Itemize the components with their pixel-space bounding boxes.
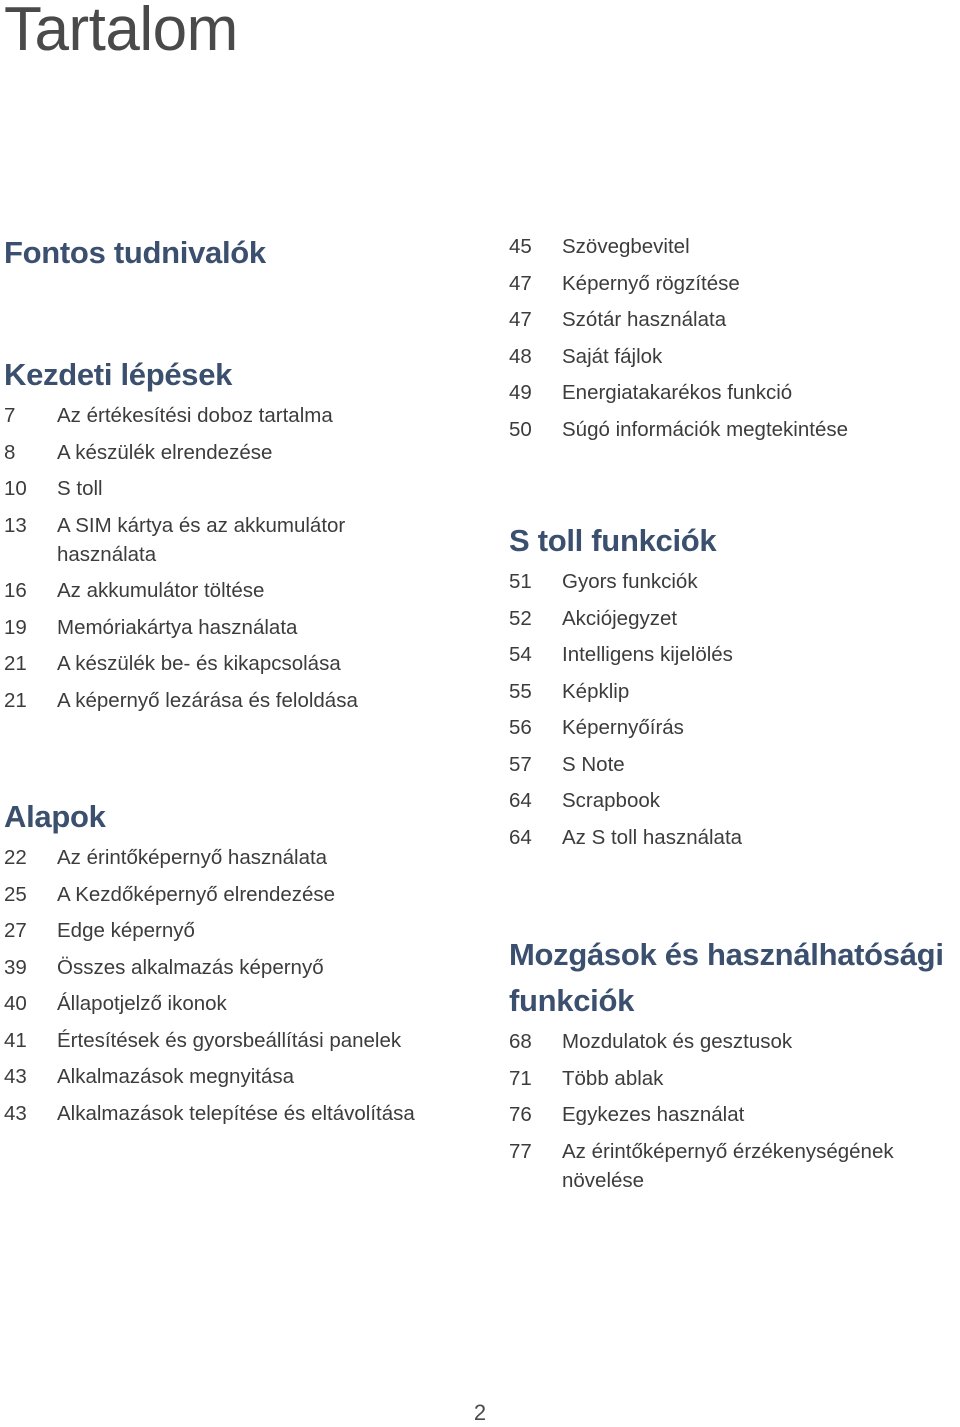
toc-entry[interactable] bbox=[509, 269, 960, 298]
toc-page-number: 77 bbox=[509, 1139, 532, 1163]
toc-page-number: 43 bbox=[4, 1101, 27, 1125]
toc-page-number: 52 bbox=[509, 606, 532, 630]
toc-page-number: 7 bbox=[4, 404, 16, 427]
toc-entry-title: A készülék be- és kikapcsolása bbox=[57, 652, 341, 675]
toc-entry-title: Alkalmazások telepítése és eltávolítása bbox=[57, 1101, 415, 1125]
page-title: Tartalom bbox=[4, 0, 238, 64]
toc-entry-title: Gyors funkciók bbox=[562, 570, 698, 593]
toc-page-number: 54 bbox=[509, 643, 532, 666]
toc-page-number: 41 bbox=[4, 1028, 27, 1052]
toc-page-number: 51 bbox=[509, 570, 532, 593]
toc-entry[interactable] bbox=[509, 713, 960, 742]
toc-section-s-toll-funkciok bbox=[509, 518, 960, 859]
toc-entry-title: Összes alkalmazás képernyő bbox=[57, 955, 324, 979]
toc-entry-title: S toll bbox=[57, 477, 103, 500]
toc-entry[interactable] bbox=[509, 1064, 960, 1093]
toc-entry[interactable] bbox=[4, 511, 424, 569]
toc-entry-title: Memóriakártya használata bbox=[57, 615, 298, 639]
toc-entry[interactable] bbox=[4, 1026, 474, 1055]
toc-entry-title: Intelligens kijelölés bbox=[562, 643, 733, 666]
toc-entry-title: Képernyő rögzítése bbox=[562, 271, 740, 295]
toc-entry[interactable] bbox=[509, 232, 960, 261]
toc-page-number: 57 bbox=[509, 752, 532, 776]
toc-entry-title: Több ablak bbox=[562, 1066, 664, 1090]
toc-entry-title: Szótár használata bbox=[562, 308, 727, 331]
toc-page-number: 64 bbox=[509, 825, 532, 849]
toc-page-number: 68 bbox=[509, 1030, 532, 1053]
toc-page-number: 27 bbox=[4, 919, 27, 942]
toc-page-number: 16 bbox=[4, 579, 27, 602]
toc-entry-title: Energiatakarékos funkció bbox=[562, 381, 793, 404]
toc-page-number: 64 bbox=[509, 789, 532, 812]
toc-list bbox=[4, 843, 474, 1128]
toc-entry-title: Képklip bbox=[562, 679, 630, 703]
toc-page-number: 47 bbox=[509, 308, 532, 331]
toc-entry-title: A SIM kártya és az akkumulátor használata bbox=[57, 513, 346, 566]
toc-entry-title: Mozdulatok és gesztusok bbox=[562, 1030, 793, 1053]
toc-entry[interactable] bbox=[4, 613, 474, 642]
toc-page-number: 10 bbox=[4, 477, 27, 500]
toc-entry[interactable] bbox=[509, 750, 960, 779]
toc-list bbox=[509, 232, 960, 444]
toc-page-number: 25 bbox=[4, 882, 27, 906]
toc-entry[interactable] bbox=[509, 378, 960, 407]
toc-entry-title: Szövegbevitel bbox=[562, 235, 690, 258]
page-number: 2 bbox=[473, 1400, 487, 1425]
toc-entry-title: A Kezdőképernyő elrendezése bbox=[57, 882, 336, 906]
toc-entry-title: Az érintőképernyő használata bbox=[57, 846, 328, 869]
toc-entry[interactable] bbox=[4, 401, 474, 430]
toc-entry[interactable] bbox=[509, 604, 960, 633]
toc-page-number: 22 bbox=[4, 846, 27, 869]
toc-entry-title: Képernyőírás bbox=[562, 716, 684, 739]
toc-entry-title: Állapotjelző ikonok bbox=[57, 992, 227, 1015]
section-title[interactable]: Alapok bbox=[4, 799, 106, 834]
toc-entry[interactable] bbox=[4, 989, 474, 1018]
toc-entry[interactable] bbox=[509, 1100, 960, 1129]
toc-entry[interactable] bbox=[509, 677, 960, 706]
toc-entry[interactable] bbox=[4, 880, 474, 909]
toc-list bbox=[4, 401, 474, 715]
toc-page-number: 47 bbox=[509, 271, 532, 295]
toc-entry[interactable] bbox=[509, 1137, 919, 1195]
toc-page-number: 48 bbox=[509, 344, 532, 368]
toc-entry-title: Az S toll használata bbox=[562, 825, 743, 849]
toc-page-number: 76 bbox=[509, 1103, 532, 1126]
toc-list bbox=[509, 1027, 960, 1195]
toc-entry[interactable] bbox=[509, 786, 960, 815]
toc-entry-title: Az akkumulátor töltése bbox=[57, 579, 265, 602]
toc-entry[interactable] bbox=[4, 474, 474, 503]
toc-section-alapok bbox=[4, 794, 474, 1135]
toc-entry[interactable] bbox=[4, 953, 474, 982]
toc-section-continued bbox=[509, 232, 960, 451]
toc-list bbox=[509, 567, 960, 852]
toc-page-number: 21 bbox=[4, 688, 27, 712]
toc-page-number: 13 bbox=[4, 513, 27, 537]
toc-entry[interactable] bbox=[4, 843, 474, 872]
toc-page-number: 43 bbox=[4, 1065, 27, 1088]
toc-section-kezdeti-lepesek bbox=[4, 352, 474, 722]
toc-entry[interactable] bbox=[4, 649, 474, 678]
toc-entry-title: A készülék elrendezése bbox=[57, 440, 273, 464]
toc-entry[interactable] bbox=[509, 415, 960, 444]
toc-page-number: 40 bbox=[4, 992, 27, 1015]
toc-entry[interactable] bbox=[509, 640, 960, 669]
section-title[interactable]: Kezdeti lépések bbox=[4, 357, 233, 392]
toc-page-number: 45 bbox=[509, 235, 532, 258]
section-title[interactable]: Mozgások és használhatósági funkciók bbox=[509, 937, 944, 1018]
section-title[interactable]: S toll funkciók bbox=[509, 523, 717, 558]
toc-entry-title: Scrapbook bbox=[562, 789, 661, 812]
toc-entry[interactable] bbox=[509, 342, 960, 371]
toc-entry[interactable] bbox=[4, 438, 474, 467]
toc-entry-title: Edge képernyő bbox=[57, 919, 195, 942]
toc-entry-title: S Note bbox=[562, 752, 625, 776]
toc-page-number: 39 bbox=[4, 955, 27, 979]
toc-page-number: 19 bbox=[4, 615, 27, 639]
toc-section-fontos-tudnivalok bbox=[4, 230, 474, 276]
toc-entry[interactable] bbox=[509, 567, 960, 596]
toc-entry[interactable] bbox=[4, 1062, 474, 1091]
toc-entry[interactable] bbox=[4, 576, 474, 605]
toc-entry-title: Alkalmazások megnyitása bbox=[57, 1065, 294, 1088]
toc-page-number: 50 bbox=[509, 417, 532, 441]
toc-page-number: 71 bbox=[509, 1066, 532, 1090]
toc-page-number: 55 bbox=[509, 679, 532, 703]
toc-entry[interactable] bbox=[509, 1027, 960, 1056]
toc-entry[interactable] bbox=[4, 686, 474, 715]
toc-entry-title: Akciójegyzet bbox=[562, 606, 678, 630]
toc-page-number: 8 bbox=[4, 440, 16, 464]
toc-page-number: 21 bbox=[4, 652, 27, 675]
toc-page-number: 56 bbox=[509, 716, 532, 739]
toc-entry[interactable] bbox=[4, 1099, 474, 1128]
toc-entry-title: Az érintőképernyő érzékenységének növelése bbox=[562, 1139, 894, 1192]
toc-entry-title: Súgó információk megtekintése bbox=[562, 417, 849, 441]
section-title[interactable]: Fontos tudnivalók bbox=[4, 235, 266, 270]
toc-entry[interactable] bbox=[509, 305, 960, 334]
toc-entry-title: Az értékesítési doboz tartalma bbox=[57, 404, 333, 427]
toc-section-mozgasok bbox=[509, 932, 960, 1202]
toc-entry-title: Saját fájlok bbox=[562, 344, 663, 368]
toc-entry-title: A képernyő lezárása és feloldása bbox=[57, 688, 358, 712]
toc-entry[interactable] bbox=[509, 823, 960, 852]
toc-page-number: 49 bbox=[509, 381, 532, 404]
toc-entry[interactable] bbox=[4, 916, 474, 945]
toc-entry-title: Egykezes használat bbox=[562, 1103, 745, 1126]
toc-entry-title: Értesítések és gyorsbeállítási panelek bbox=[57, 1028, 402, 1052]
